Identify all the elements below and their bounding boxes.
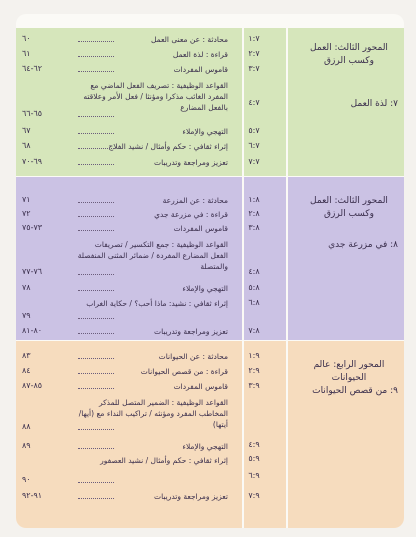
section-lesson-title: ٨: في مزرعة جدي [328,240,398,250]
lesson-text: قراءة : من قصص الحيوانات [140,367,228,376]
dot-leader [78,482,114,483]
lesson-number: ٣:٧ [248,64,260,73]
lesson-text: القواعد الوظيفية : الضمير المتصل للمذكر المخاطب المفرد ومؤنثه / تراكيب النداء مع (أيها/ أيتها) [78,398,228,429]
section-lesson-title: ٧: لذة العمل [350,99,398,109]
lesson-number: ١:٧ [248,34,260,43]
lesson-number: ٤:٨ [248,267,260,276]
lesson-number: ٣:٨ [248,223,260,232]
page-number: ٨٣ [22,351,31,360]
lesson-number: ٦:٨ [248,298,260,307]
page-number: ٧٢ [22,209,31,218]
lesson-number: ٧:٧ [248,157,260,166]
lesson-text: تعزيز ومراجعة وتدريبات [154,492,228,501]
page-number: ٧٩ [22,311,31,320]
dot-leader [78,290,114,291]
dot-leader [78,318,114,319]
page-number: ٨٨ [22,422,31,431]
section-grandfather-farm [16,177,404,341]
lesson-text: التهجي والإملاء [182,284,228,293]
page-number: ٧٣-٧٥ [22,223,43,232]
lesson-number: ٢:٧ [248,49,260,58]
lesson-text: محادثة : عن معنى العمل [151,35,228,44]
section-work-pleasure [16,28,404,177]
dot-leader [78,216,114,217]
dot-leader [78,448,114,449]
page-number: ٦٩-٧٠ [22,157,43,166]
column-divider [286,28,288,177]
dot-leader [78,41,114,42]
lesson-number: ٣:٩ [248,381,260,390]
dot-leader [78,373,114,374]
lesson-text: قاموس المفردات [173,224,228,233]
lesson-number: ٧:٩ [248,491,260,500]
lesson-text: تعزيز ومراجعة وتدريبات [154,158,228,167]
column-divider [286,177,288,341]
lesson-text: قراءة : لذة العمل [172,50,228,59]
page-number: ٦٢-٦٤ [22,64,43,73]
dot-leader [78,274,114,275]
page-number: ٦٥-٦٦ [22,109,43,118]
column-divider [286,341,288,528]
page-number: ٩٠ [22,475,31,484]
lesson-text: محادثة : عن الحيوانات [158,352,228,361]
dot-leader [78,164,114,165]
lesson-number: ٦:٩ [248,471,260,480]
dot-leader [78,133,114,134]
page-number: ٨٥-٨٧ [22,381,43,390]
lesson-text: القواعد الوظيفية : تصريف الفعل الماضي مع المفرد الغائب مذكرا ومؤنثا / فعل الأمر وعلاقته بالفعل المضارع [83,81,228,112]
dot-leader [78,116,114,117]
lesson-text: القواعد الوظيفية : جمع التكسير / تصريفات الفعل المضارع المفردة / ضمائر المثنى المنفصلة والمتصلة [77,240,228,271]
lesson-number: ٤:٩ [248,440,260,449]
section-lesson-title: ٩: من قصص الحيوانات [312,386,398,396]
page-number: ٦٠ [22,34,31,43]
lesson-number: ٦:٧ [248,141,260,150]
page-number: ٨٤ [22,366,31,375]
lesson-text: إثراء ثقافي : نشيد: ماذا أحب؟ / حكاية الغراب [86,299,228,308]
lesson-text: قاموس المفردات [173,382,228,391]
lesson-text: التهجي والإملاء [182,442,228,451]
lesson-number: ٢:٨ [248,209,260,218]
lesson-number: ٥:٧ [248,126,260,135]
table-of-contents-page [16,14,404,528]
lesson-number: ٥:٩ [248,454,260,463]
page-number: ٦٨ [22,141,31,150]
page-number: ٨٠-٨١ [22,326,43,335]
dot-leader [78,358,114,359]
lesson-number: ٤:٧ [248,98,260,107]
lesson-text: قاموس المفردات [173,65,228,74]
dot-leader [78,333,114,334]
lesson-text: إثراء ثقافي : حكم وأمثال / نشيد الفلاح [108,142,228,151]
dot-leader [78,148,114,149]
section-animal-stories [16,341,404,528]
dot-leader [78,429,114,430]
lesson-number: ١:٩ [248,351,260,360]
dot-leader [78,230,114,231]
lesson-number: ٥:٨ [248,283,260,292]
dot-leader [78,202,114,203]
page-number: ٨٩ [22,441,31,450]
lesson-text: التهجي والإملاء [182,127,228,136]
page-number: ٧١ [22,195,31,204]
lesson-text: محادثة : عن المزرعة [162,196,228,205]
dot-leader [78,388,114,389]
lesson-number: ٧:٨ [248,326,260,335]
dot-leader [78,56,114,57]
page-number: ٧٨ [22,283,31,292]
section-topic: المحور الثالث: العمل وكسب الرزق [310,196,388,219]
section-topic: المحور الرابع: عالم الحيوانات [313,360,385,383]
lesson-text: إثراء ثقافي : حكم وأمثال / نشيد العصفور [100,456,228,465]
page-number: ٧٦-٧٧ [22,267,43,276]
dot-leader [78,71,114,72]
page-number: ٦٧ [22,126,31,135]
lesson-text: تعزيز ومراجعة وتدريبات [154,327,228,336]
lesson-number: ١:٨ [248,195,260,204]
page-number: ٩١-٩٢ [22,491,43,500]
page-number: ٦١ [22,49,31,58]
lesson-text: قراءة : في مزرعة جدي [154,210,228,219]
dot-leader [78,498,114,499]
lesson-number: ٢:٩ [248,366,260,375]
section-topic: المحور الثالث: العمل وكسب الرزق [310,43,388,66]
